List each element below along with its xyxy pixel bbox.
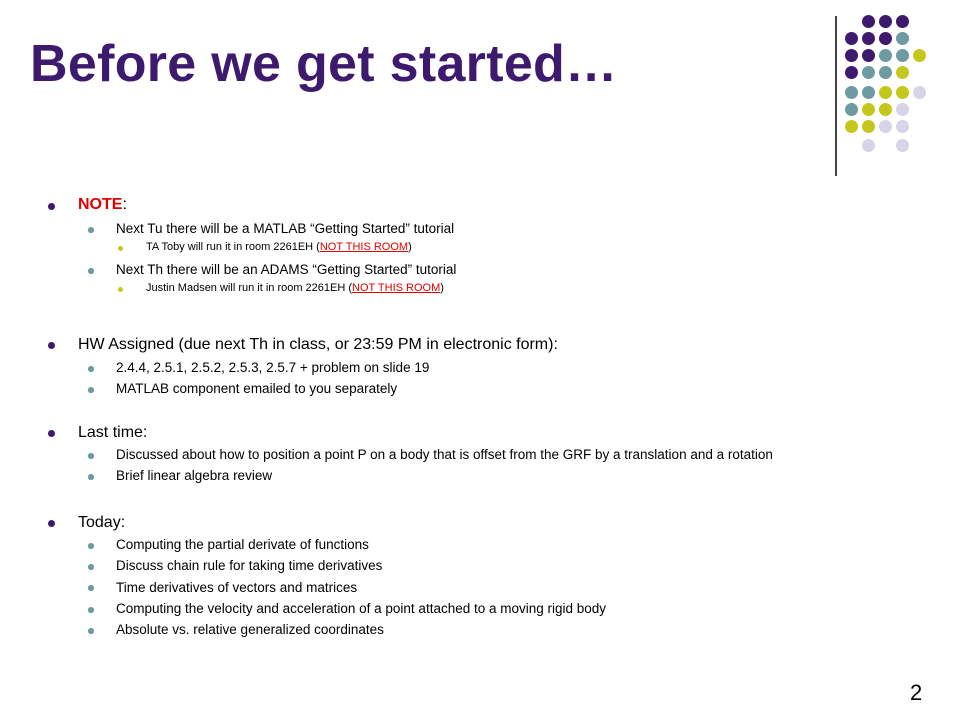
bullet-icon [88,227,94,233]
not-this-room-warning: NOT THIS ROOM [319,241,409,253]
decorative-dot [862,86,875,99]
slide-title: Before we get started… [30,35,618,93]
decorative-dot [845,66,858,79]
decorative-dot [845,120,858,133]
bullet-icon [88,387,94,393]
bullet-icon [88,628,94,634]
note-heading [78,196,127,214]
page-number: 2 [910,680,923,705]
decorative-dot [862,103,875,116]
decorative-dot [879,15,892,28]
bullet-icon [88,585,94,591]
hw-item: 2.4.4, 2.5.1, 2.5.2, 2.5.3, 2.5.7 + problem on slide 19 [116,360,430,375]
bullet-icon [48,203,55,210]
decorative-dot [896,86,909,99]
decorative-dot [896,66,909,79]
note-label: NOTE [78,196,123,213]
decorative-dot [913,86,926,99]
today-item: Computing the velocity and acceleration of a point attached to a moving rigid body [116,601,607,616]
today-heading: Today: [78,514,126,531]
note-subitem [146,241,412,253]
decorative-dot [845,86,858,99]
bullet-icon [88,607,94,613]
decorative-dot [896,49,909,62]
decorative-dot [862,49,875,62]
bullet-icon [48,520,55,527]
bullet-icon [118,246,123,251]
decorative-dot [845,49,858,62]
note-subitem-text: Justin Madsen will run it in room 2261EH ( [146,282,353,294]
decorative-dot [862,32,875,45]
note-subitem-text: TA Toby will run it in room 2261EH ( [146,241,320,253]
divider-line [835,16,837,176]
decorative-dot [879,120,892,133]
last-time-item: Discussed about how to position a point P on a body that is offset from the GRF by a translation and a rotation [116,447,773,462]
decorative-dot [845,32,858,45]
bullet-icon [88,366,94,372]
note-subitem-close: ) [440,282,444,294]
last-time-item: Brief linear algebra review [116,468,273,483]
decorative-dot [845,103,858,116]
bullet-icon [88,543,94,549]
bullet-icon [88,268,94,274]
decorative-dot [896,139,909,152]
hw-heading: HW Assigned (due next Th in class, or 23:59 PM in electronic form): [78,336,558,353]
note-item: Next Th there will be an ADAMS “Getting Started” tutorial [116,262,457,277]
bullet-icon [88,453,94,459]
today-item: Computing the partial derivate of functions [116,537,369,552]
decorative-dot [879,86,892,99]
note-subitem-close: ) [408,241,412,253]
decorative-dot [879,32,892,45]
last-time-heading: Last time: [78,424,148,441]
decorative-dot [862,139,875,152]
decorative-dot [913,49,926,62]
note-item: Next Tu there will be a MATLAB “Getting Started” tutorial [116,221,455,236]
bullet-icon [88,564,94,570]
decorative-dot [896,103,909,116]
hw-item: MATLAB component emailed to you separately [116,381,398,396]
today-item: Discuss chain rule for taking time derivatives [116,558,383,573]
bullet-icon [48,430,55,437]
decorative-dot [862,15,875,28]
note-colon: : [122,196,127,213]
decorative-dot [879,49,892,62]
today-item: Absolute vs. relative generalized coordinates [116,622,384,637]
decorative-dot [896,32,909,45]
bullet-icon [88,474,94,480]
not-this-room-warning: NOT THIS ROOM [352,282,441,294]
decorative-dot [896,120,909,133]
note-subitem [146,282,444,294]
today-item: Time derivatives of vectors and matrices [116,580,358,595]
decorative-dot [896,15,909,28]
bullet-icon [118,287,123,292]
decorative-dot [862,120,875,133]
decorative-dot [862,66,875,79]
decorative-dot [879,66,892,79]
decorative-dot [879,103,892,116]
bullet-icon [48,342,55,349]
